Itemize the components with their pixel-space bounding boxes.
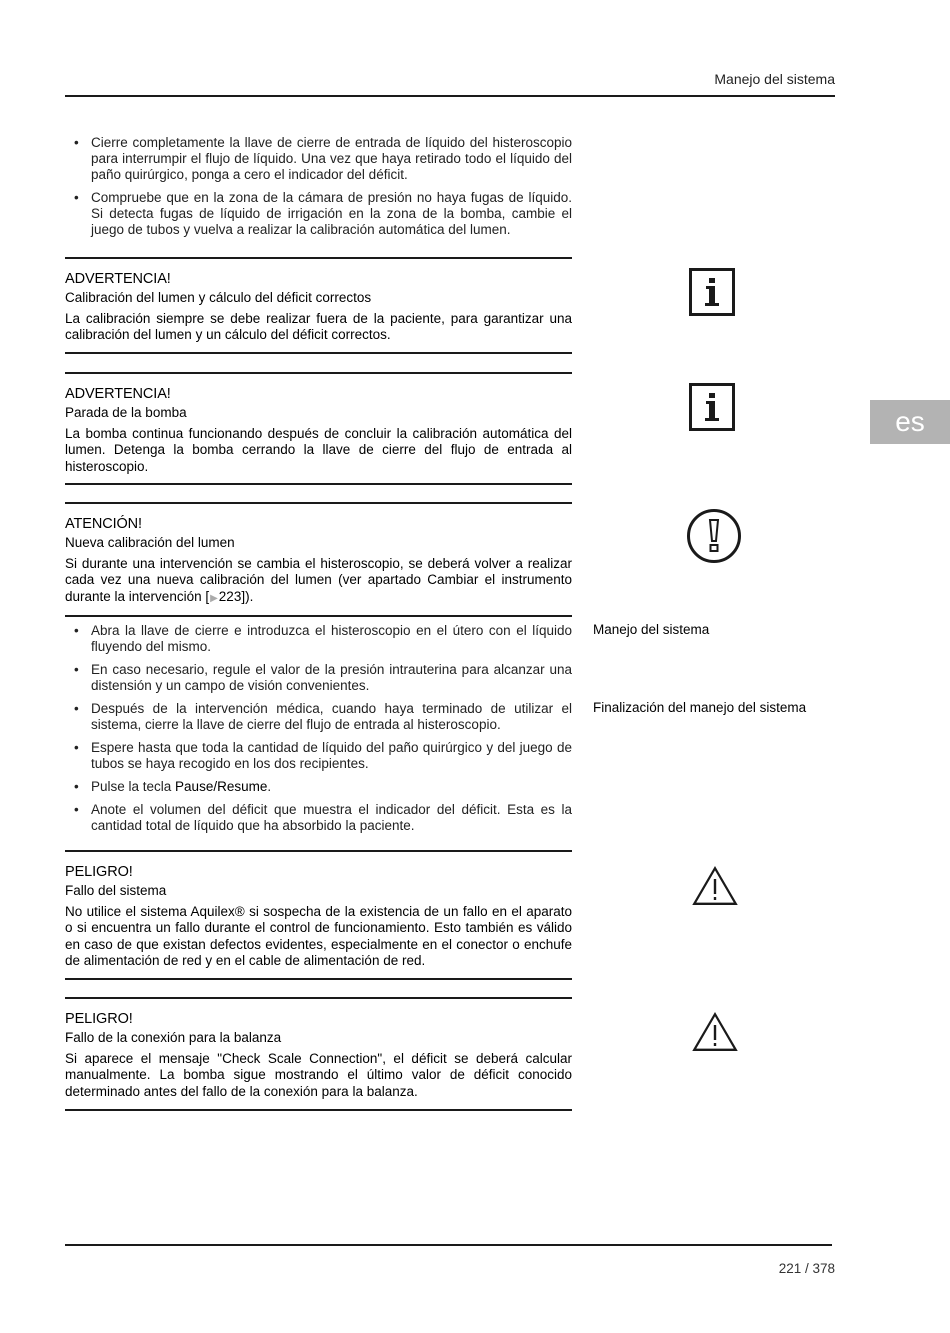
list-item-text: Pulse la tecla xyxy=(91,779,176,794)
warning-box-pump-stop xyxy=(65,372,572,485)
header-rule xyxy=(65,95,835,97)
warning-triangle-icon xyxy=(692,1012,738,1052)
danger-body: Si aparece el mensaje "Check Scale Connection", el déficit se deberá calcular manualmente. La bomba sigue mostrando el último valor de déficit conocido determinado antes del fallo de la conexión para la balanza. xyxy=(65,1051,572,1099)
attention-title: ATENCIÓN! xyxy=(65,516,142,532)
intro-bullet-list xyxy=(65,135,572,245)
warning-body: La bomba continua funcionando después de concluir la calibración automática del lumen. Detenga la bomba cerrando la llave de cierre del flujo de entrada al histeroscopio. xyxy=(65,426,572,474)
warning-box-lumen-calibration xyxy=(65,257,572,354)
list-item: • Cierre completamente la llave de cierre de entrada de líquido del histeroscopio para interrumpir el flujo de líquido. Una vez que haya retirado todo el líquido del paño quirúrgico, ponga a cero el indicador del déficit. xyxy=(65,135,572,183)
warning-subtitle: Parada de la bomba xyxy=(65,405,187,420)
danger-title: PELIGRO! xyxy=(65,864,133,880)
warning-title: ADVERTENCIA! xyxy=(65,386,171,402)
page-reference-link[interactable]: 223 xyxy=(218,588,242,604)
list-item: • Abra la llave de cierre e introduzca el histeroscopio en el útero con el líquido fluyendo del mismo. xyxy=(65,623,572,655)
info-icon xyxy=(689,383,735,431)
warning-subtitle: Calibración del lumen y cálculo del déficit correctos xyxy=(65,290,372,305)
list-item: • Después de la intervención médica, cuando haya terminado de utilizar el sistema, cierre la llave de cierre del flujo de entrada al histeroscopio. xyxy=(65,701,572,733)
danger-subtitle: Fallo de la conexión para la balanza xyxy=(65,1030,282,1045)
attention-icon xyxy=(686,508,742,564)
attention-body-text: Si durante una intervención se cambia el histeroscopio, se deberá volver a realizar cada vez una nueva calibración del lumen (ver apartado Cambiar el instrumento durante la intervención [ xyxy=(65,556,572,604)
procedure-bullet-list xyxy=(65,623,572,841)
list-item: • En caso necesario, regule el valor de la presión intrauterina para alcanzar una distensión y un campo de visión convenientes. xyxy=(65,662,572,694)
side-heading-finish: Finalización del manejo del sistema xyxy=(593,700,807,715)
footer-rule xyxy=(65,1244,832,1246)
running-header: Manejo del sistema xyxy=(714,71,835,87)
danger-box-scale-connection xyxy=(65,997,572,1111)
list-item: • Compruebe que en la zona de la cámara de presión no haya fugas de líquido. Si detecta fugas de líquido de irrigación en la zona de la bomba, cambie el juego de tubos y vuelva a realizar la calibración automática del lumen. xyxy=(65,190,572,238)
danger-box-system-failure xyxy=(65,850,572,980)
list-item-text: . xyxy=(267,779,272,794)
info-icon xyxy=(689,268,735,316)
warning-title: ADVERTENCIA! xyxy=(65,271,171,287)
language-tab: es xyxy=(870,400,950,444)
attention-body-tail: ]). xyxy=(241,588,254,604)
key-name: Pause/Resume xyxy=(175,779,268,794)
side-heading-operation: Manejo del sistema xyxy=(593,622,710,637)
page-number: 221 / 378 xyxy=(778,1261,835,1276)
attention-body xyxy=(65,556,572,607)
warning-triangle-icon xyxy=(692,866,738,906)
list-item: • Anote el volumen del déficit que muestra el indicador del déficit. Esta es la cantidad total de líquido que ha absorbido la paciente. xyxy=(65,802,572,834)
list-item: • Espere hasta que toda la cantidad de líquido del paño quirúrgico y del juego de tubos se haya recogido en los dos recipientes. xyxy=(65,740,572,772)
danger-body: No utilice el sistema Aquilex® si sospecha de la existencia de un fallo en el aparato o si encuentra un fallo durante el control de funcionamiento. Esto también es válido en caso de que existan defectos evidentes, especialmente en el conector o enchufe de alimentación de red y en el cable de alimentación de red. xyxy=(65,904,572,968)
danger-subtitle: Fallo del sistema xyxy=(65,883,167,898)
reference-arrow-icon: ▶ xyxy=(210,592,218,604)
danger-title: PELIGRO! xyxy=(65,1011,133,1027)
attention-box-recalibration xyxy=(65,502,572,617)
attention-subtitle: Nueva calibración del lumen xyxy=(65,535,235,550)
warning-body: La calibración siempre se debe realizar fuera de la paciente, para garantizar una calibración del lumen y un cálculo del déficit correctos. xyxy=(65,311,572,343)
list-item xyxy=(65,779,572,795)
